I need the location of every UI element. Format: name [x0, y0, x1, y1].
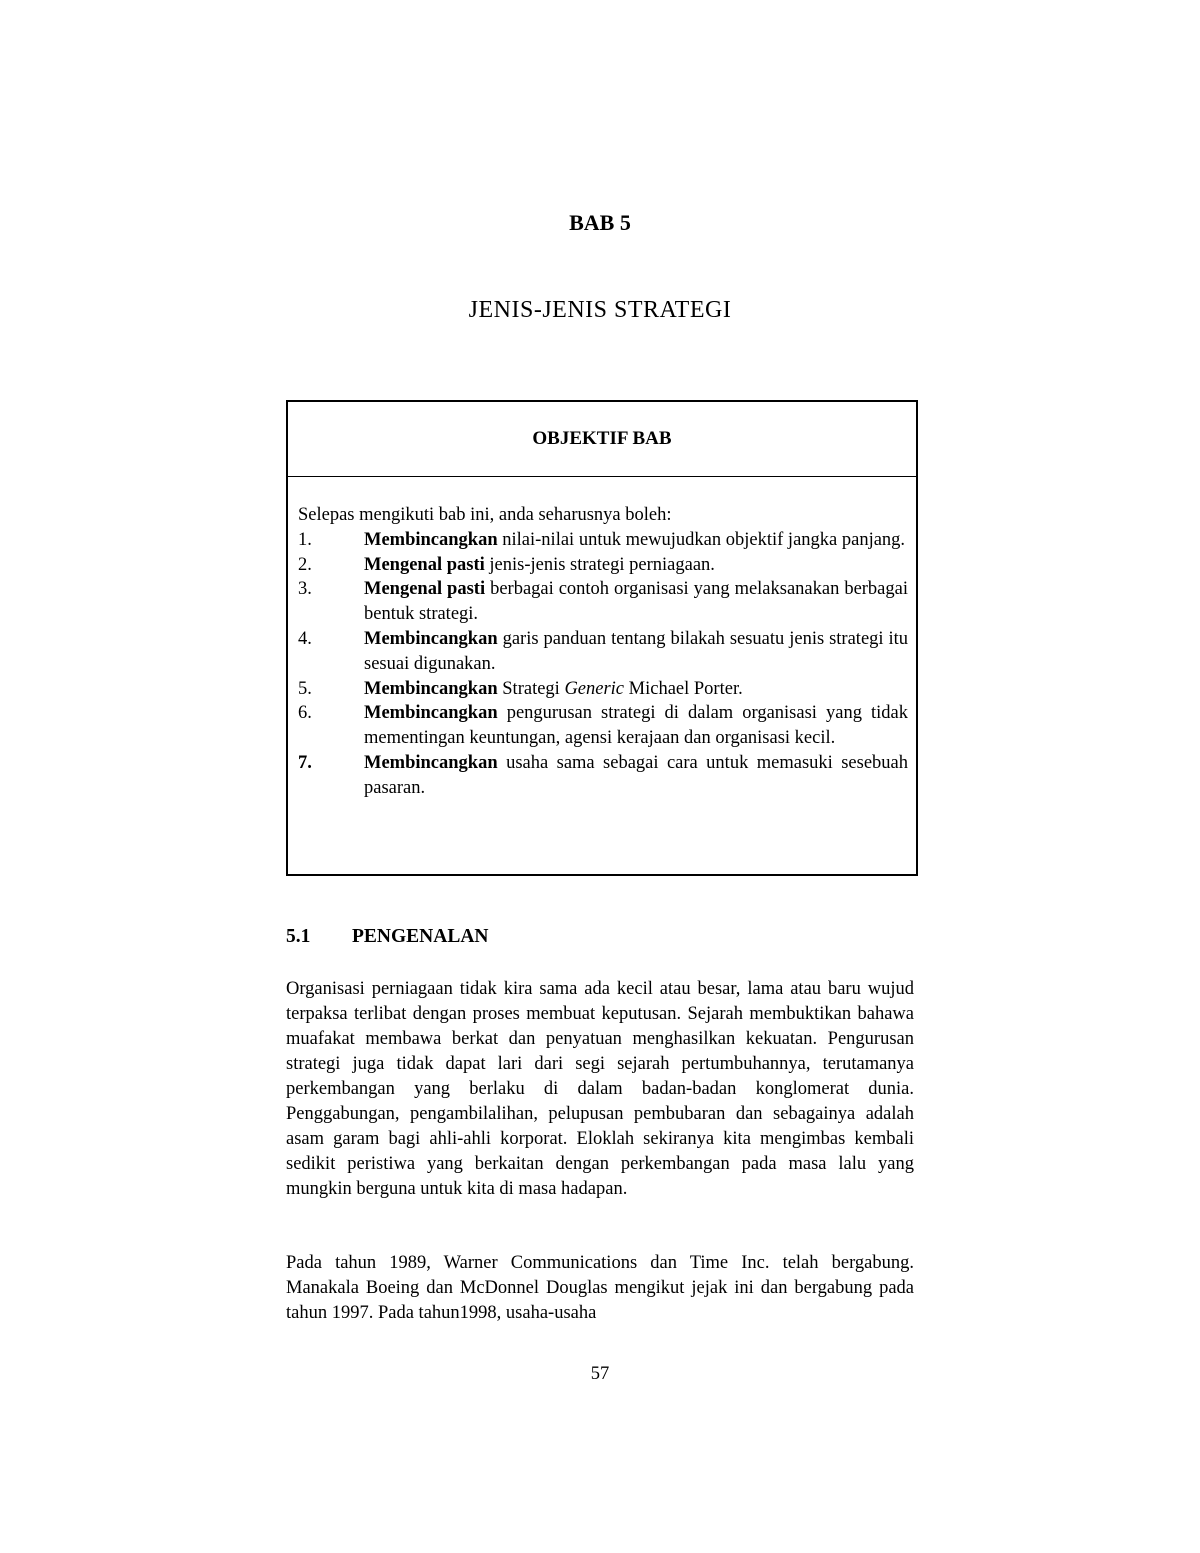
- objective-rest: garis panduan tentang bilakah sesuatu jenis strategi itu sesuai digunakan.: [364, 628, 908, 674]
- objective-verb: Membincangkan: [364, 678, 498, 699]
- objective-item: [298, 577, 908, 627]
- objective-verb: Membincangkan: [364, 529, 498, 550]
- objective-number: 6.: [298, 703, 312, 724]
- objective-rest: pengurusan strategi di dalam organisasi yang tidak mementingan keuntungan, agensi kerajaan dan organisasi kecil.: [364, 703, 908, 749]
- objective-verb: Mengenal pasti: [364, 579, 486, 600]
- objective-item: [298, 701, 908, 751]
- objectives-header: OBJEKTIF BAB: [288, 402, 916, 477]
- objectives-box: [286, 400, 918, 876]
- objective-item: [298, 677, 908, 702]
- objective-text: [364, 627, 908, 677]
- objective-number: 3.: [298, 579, 312, 600]
- objective-number: 5.: [298, 678, 312, 699]
- chapter-number: BAB 5: [569, 210, 631, 235]
- objective-item: [298, 751, 908, 801]
- objective-text: [364, 751, 908, 801]
- objective-text: [364, 701, 908, 751]
- objective-text: [364, 577, 908, 627]
- objectives-intro: Selepas mengikuti bab ini, anda seharusnya boleh:: [298, 505, 672, 525]
- objective-text: [364, 528, 908, 553]
- objective-verb: Membincangkan: [364, 628, 498, 649]
- objective-verb: Membincangkan: [364, 703, 498, 724]
- section-title: PENGENALAN: [352, 926, 489, 947]
- objective-rest: nilai-nilai untuk mewujudkan objektif jangka panjang.: [497, 529, 906, 550]
- objective-rest: berbagai contoh organisasi yang melaksanakan berbagai bentuk strategi.: [364, 579, 908, 625]
- objectives-body: [288, 477, 916, 801]
- body-paragraph: Pada tahun 1989, Warner Communications dan Time Inc. telah bergabung. Manakala Boeing dan McDonnel Douglas mengikut jejak ini dan bergabung pada tahun 1997. Pada tahun1998, usaha-usaha: [286, 1253, 914, 1323]
- objective-verb: Membincangkan: [364, 752, 498, 773]
- objective-verb: Mengenal pasti: [364, 554, 485, 575]
- objective-text: [364, 553, 908, 578]
- objective-number: 2.: [298, 554, 312, 575]
- objective-item: [298, 627, 908, 677]
- objective-item: [298, 528, 908, 553]
- body-paragraph: Organisasi perniagaan tidak kira sama ada kecil atau besar, lama atau baru wujud terpaksa terlibat dengan proses membuat keputusan. Sejarah membuktikan bahawa muafakat membawa berkat dan penyatuan menghasilkan kekuatan. Pengurusan strategi juga tidak dapat lari dari segi sejarah pertumbuhannya, terutamanya perkembangan yang berlaku di dalam badan-badan konglomerat dunia. Penggabungan, pengambilalihan, pelupusan pembubaran dan sebagainya adalah asam garam bagi ahli-ahli korporat. Eloklah sekiranya kita mengimbas kembali sedikit peristiwa yang berkaitan dengan perkembangan pada masa lalu yang mungkin berguna untuk kita di masa hadapan.: [286, 979, 914, 1199]
- objective-text: [364, 677, 908, 702]
- objective-number: 1.: [298, 529, 312, 550]
- objective-rest: jenis-jenis strategi perniagaan.: [484, 554, 715, 575]
- objective-item: [298, 553, 908, 578]
- section-heading: [286, 926, 489, 948]
- objective-text-after-italic: Michael Porter.: [624, 678, 743, 699]
- objective-number: 7.: [298, 752, 312, 773]
- objective-number: 4.: [298, 628, 312, 649]
- objective-rest: usaha sama sebagai cara untuk memasuki sesebuah pasaran.: [364, 752, 908, 798]
- section-number: 5.1: [286, 926, 311, 947]
- objective-text-before-italic: Strategi: [497, 678, 565, 699]
- chapter-title: JENIS-JENIS STRATEGI: [468, 297, 732, 323]
- page-number: 57: [590, 1364, 610, 1384]
- objective-italic-term: Generic: [564, 678, 625, 699]
